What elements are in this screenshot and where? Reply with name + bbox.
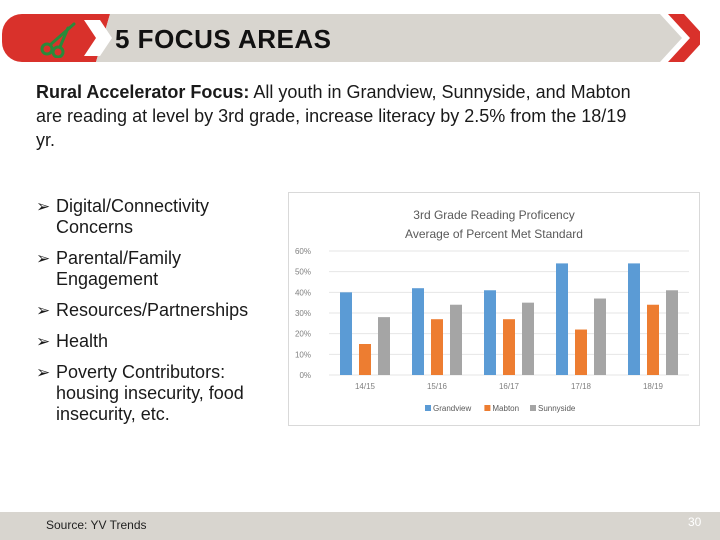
y-tick-label: 0% bbox=[299, 371, 311, 380]
bar-mabton bbox=[647, 305, 659, 375]
chart-container bbox=[288, 192, 700, 426]
bar-sunnyside bbox=[666, 290, 678, 375]
x-tick-label: 17/18 bbox=[570, 382, 592, 391]
y-tick-label: 10% bbox=[294, 350, 311, 360]
bar-sunnyside bbox=[378, 317, 390, 375]
legend-swatch bbox=[484, 405, 490, 411]
page-title: 5 FOCUS AREAS bbox=[115, 24, 332, 54]
list-item bbox=[36, 331, 286, 352]
list-item-label: Resources/Partnerships bbox=[56, 300, 249, 320]
x-tick-label: 16/17 bbox=[498, 382, 520, 391]
focus-list bbox=[36, 196, 286, 435]
chart-title: 3rd Grade Reading Proficency bbox=[413, 208, 575, 222]
intro-paragraph bbox=[36, 80, 646, 152]
bar-mabton bbox=[575, 330, 587, 375]
list-item-label: Health bbox=[56, 331, 109, 351]
x-tick-label: 15/16 bbox=[426, 382, 448, 391]
bar-sunnyside bbox=[522, 303, 534, 375]
arrow-icon: ➢ bbox=[36, 332, 51, 351]
scissors-icon bbox=[38, 18, 80, 58]
y-tick-label: 20% bbox=[294, 329, 311, 339]
arrow-icon: ➢ bbox=[36, 197, 51, 216]
legend-swatch bbox=[425, 405, 431, 411]
chart-subtitle: Average of Percent Met Standard bbox=[405, 227, 583, 241]
bar-chart bbox=[289, 193, 699, 425]
y-tick-label: 30% bbox=[294, 309, 311, 318]
bar-grandview bbox=[340, 292, 352, 375]
arrow-icon: ➢ bbox=[36, 301, 51, 320]
list-item-label: Parental/Family Engagement bbox=[56, 248, 182, 289]
list-item bbox=[36, 196, 286, 238]
header-bar bbox=[0, 12, 700, 64]
bar-mabton bbox=[431, 319, 443, 375]
intro-text: All youth in Grandview, Sunnyside, and Mabton are reading at level by 3rd grade, increase literacy by 2.5% from the 18/19 yr. bbox=[36, 82, 631, 150]
y-tick-label: 50% bbox=[294, 267, 311, 277]
x-tick-label: 14/15 bbox=[354, 382, 376, 391]
bar-sunnyside bbox=[594, 299, 606, 375]
list-item bbox=[36, 248, 286, 290]
bar-mabton bbox=[503, 319, 515, 375]
list-item bbox=[36, 362, 286, 425]
list-item bbox=[36, 300, 286, 321]
bar-sunnyside bbox=[450, 305, 462, 375]
legend-label: Grandview bbox=[433, 404, 472, 413]
source-note: Source: YV Trends bbox=[46, 518, 147, 532]
bar-grandview bbox=[556, 263, 568, 375]
intro-bold: Rural Accelerator Focus: bbox=[36, 82, 250, 102]
bar-grandview bbox=[628, 263, 640, 375]
y-tick-label: 40% bbox=[294, 288, 311, 298]
bar-grandview bbox=[412, 288, 424, 375]
bar-mabton bbox=[359, 344, 371, 375]
bar-grandview bbox=[484, 290, 496, 375]
y-tick-label: 60% bbox=[294, 247, 311, 256]
list-item-label: Digital/Connectivity Concerns bbox=[56, 196, 210, 237]
header-banner bbox=[0, 12, 700, 64]
arrow-icon: ➢ bbox=[36, 363, 51, 382]
legend-label: Mabton bbox=[492, 404, 520, 413]
page-number: 30 bbox=[688, 515, 702, 529]
list-item-label: Poverty Contributors: housing insecurity, food insecurity, etc. bbox=[56, 362, 244, 424]
x-tick-label: 18/19 bbox=[642, 382, 664, 391]
legend-label: Sunnyside bbox=[538, 404, 576, 413]
arrow-icon: ➢ bbox=[36, 249, 51, 268]
legend-swatch bbox=[530, 405, 536, 411]
